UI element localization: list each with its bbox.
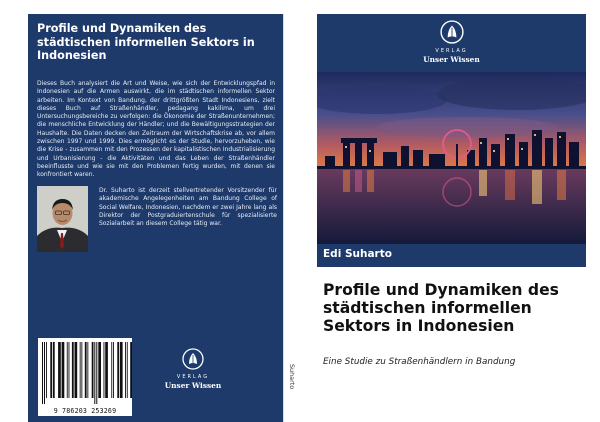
cover-photo-city-skyline	[317, 72, 586, 244]
publisher-logo-back	[163, 348, 223, 390]
front-title: Profile und Dynamiken des städtischen informellen Sektors in Indonesien	[323, 281, 559, 335]
author-bio: Dr. Suharto ist derzeit stellvertretender Vorsitzender für akademische Angelegenheiten am Bandung College of Social Welfare, Indonesien, nachdem er zwei Jahre lang als Direktor der Postgraduiertenschule für spezialisierte Sozialarbeit an diesem College tätig war.	[99, 187, 277, 228]
author-photo	[37, 186, 88, 252]
front-author-band	[317, 244, 586, 267]
publisher-emblem-icon	[182, 348, 204, 370]
isbn-barcode	[38, 338, 132, 416]
spine-author: Suharto	[288, 364, 296, 390]
back-cover-description: Dieses Buch analysiert die Art und Weise, wie sich der Entwicklungspfad in Indonesien auf die Armen auswirkt, die im städtischen informellen Sektor arbeiten. Im Kontext von Bandung, der drittgrößten Stadt Indonesiens, zielt dieses Buch auf Straßenhändler, pedagang kakilima, um drei Untersuchungsbereiche zu verfolgen: die Ökonomie der Straßenunternehmen; die menschliche Entwicklung der Händler; und die Bewältigungsstrategien der Haushalte. Die Daten decken den Zeitraum der Wirtschaftskrise ab, vor allem zwischen 1997 und 1999. Dies ermöglicht es der Studie, hervorzuheben, wie die Krise - zusammen mit den Prozessen der kapitalistischen Industrialisierung und Urbanisierung - die Aktivitäten und das Leben der Straßenhändler beeinflusste und wie sie mit den Problemen fertig wurden, mit denen sie konfrontiert waren.	[37, 80, 275, 179]
front-header-band	[317, 14, 586, 72]
book-spine	[283, 14, 318, 422]
isbn-number: 9 786203 253269	[53, 407, 117, 415]
front-author: Edi Suharto	[323, 248, 392, 260]
publisher-verlag-label: VERLAG	[176, 374, 210, 380]
back-cover	[28, 14, 283, 422]
publisher-name: Unser Wissen	[164, 381, 222, 390]
publisher-verlag-label: VERLAG	[435, 48, 468, 54]
publisher-emblem-icon	[440, 20, 464, 44]
publisher-name: Unser Wissen	[423, 55, 480, 64]
back-cover-title: Profile und Dynamiken des städtischen informellen Sektors in Indonesien	[37, 22, 255, 62]
front-cover	[317, 14, 586, 422]
publisher-logo-front	[317, 20, 586, 64]
front-subtitle: Eine Studie zu Straßenhändlern in Bandung	[323, 357, 516, 367]
